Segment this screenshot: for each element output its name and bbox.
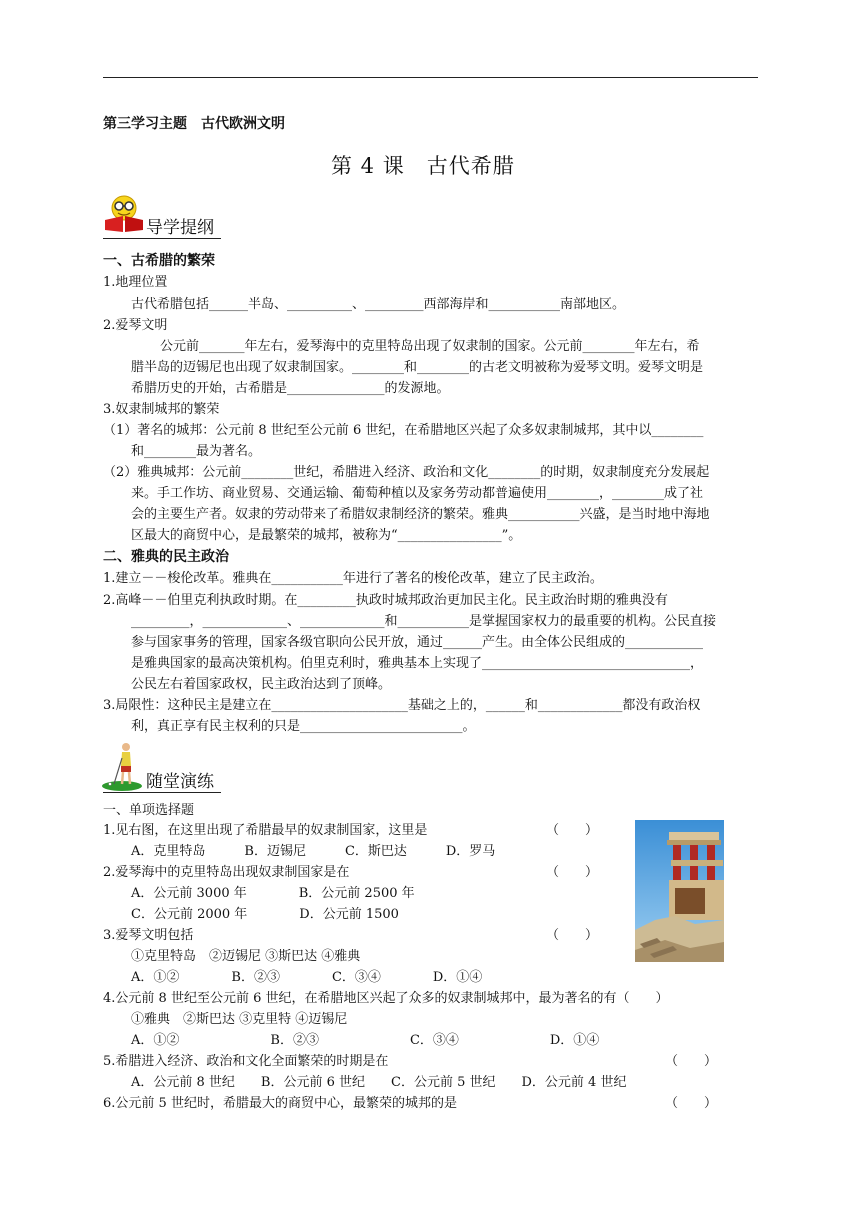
answer-bracket: （ ） — [546, 928, 599, 943]
question-5: 5.希腊进入经济、政治和文化全面繁荣的时期是在 — [103, 1054, 389, 1069]
guide-line: 利，真正享有民主权利的只是_________________________。 — [131, 719, 476, 734]
guide-line: 古代希腊包括______半岛、__________、_________西部海岸和___________南部地区。 — [131, 297, 626, 312]
guide-line: 公民左右着国家政权，民主政治达到了顶峰。 — [131, 677, 392, 692]
items: ①克里特岛 ②迈锡尼 ③斯巴达 ④雅典 — [131, 949, 361, 964]
items: ①雅典 ②斯巴达 ③克里特 ④迈锡尼 — [131, 1012, 348, 1027]
guide-line: 3.局限性：这种民主是建立在_____________________基础之上的，______和_____________都没有政治权 — [103, 698, 701, 713]
guide-line: 希腊历史的开始，古希腊是_______________的发源地。 — [131, 381, 450, 396]
options: A．克里特岛 B．迈锡尼 C．斯巴达 D．罗马 — [131, 844, 496, 859]
options: C．公元前 2000 年 D．公元前 1500 — [131, 907, 399, 922]
guide-line: _________，_____________、_____________和___________是掌握国家权力的最重要的机构。公民直接 — [131, 614, 717, 629]
answer-bracket: （ ） — [665, 1054, 718, 1069]
practice-title-underline — [103, 792, 221, 793]
practice-line: 一、单项选择题 — [103, 803, 195, 818]
question-3: 3.爱琴文明包括 — [103, 928, 194, 943]
question-6: 6.公元前 5 世纪时，希腊最大的商贸中心，最繁荣的城邦的是 — [103, 1096, 457, 1111]
options: A．公元前 3000 年 B．公元前 2500 年 — [131, 886, 415, 901]
answer-bracket: （ ） — [546, 865, 599, 880]
answer-bracket: （ ） — [665, 1096, 718, 1111]
header-rule — [103, 77, 758, 78]
answer-bracket: （ ） — [546, 823, 599, 838]
guide-line: 和________最为著名。 — [131, 444, 262, 459]
knossos-palace-photo — [635, 820, 724, 962]
question-2: 2.爱琴海中的克里特岛出现奴隶制国家是在 — [103, 865, 350, 880]
guide-line: 2.爱琴文明 — [103, 318, 168, 333]
guide-line: 区最大的商贸中心，是最繁荣的城邦，被称为“________________”。 — [131, 528, 522, 543]
guide-line: 参与国家事务的管理，国家各级官职向公民开放，通过______产生。由全体公民组成的____________ — [131, 635, 704, 650]
guide-line: 1.地理位置 — [103, 275, 168, 290]
question-1: 1.见右图，在这里出现了希腊最早的奴隶制国家，这里是 — [103, 823, 428, 838]
section-2-heading: 二、雅典的民主政治 — [103, 549, 229, 565]
guide-title-underline — [103, 238, 221, 239]
guide-line: 3.奴隶制城邦的繁荣 — [103, 402, 220, 417]
theme-heading: 第三学习主题 古代欧洲文明 — [103, 116, 285, 132]
options: A．公元前 8 世纪 B．公元前 6 世纪 C．公元前 5 世纪 D．公元前 4 世纪 — [131, 1075, 627, 1090]
reading-emoji-icon — [102, 194, 146, 234]
guide-line: 2.高峰－－伯里克利执政时期。在_________执政时城邦政治更加民主化。民主政治时期的雅典没有 — [103, 593, 668, 608]
question-4: 4.公元前 8 世纪至公元前 6 世纪，在希腊地区兴起了众多的奴隶制城邦中，最为著名的有（ ） — [103, 991, 669, 1006]
section-1-heading: 一、古希腊的繁荣 — [103, 253, 215, 269]
options: A．①② B．②③ C．③④ D．①④ — [131, 1033, 600, 1048]
guide-line: 来。手工作坊、商业贸易、交通运输、葡萄种植以及家务劳动都普遍使用________，________成了社 — [131, 486, 704, 501]
guide-title: 导学提纲 — [146, 218, 214, 238]
guide-line: 1.建立－－梭伦改革。雅典在___________年进行了著名的梭伦改革，建立了民主政治。 — [103, 571, 603, 586]
golfer-icon — [100, 740, 146, 792]
guide-line: （1）著名的城邦：公元前 8 世纪至公元前 6 世纪，在希腊地区兴起了众多奴隶制城邦，其中以________ — [103, 423, 704, 438]
guide-line: 会的主要生产者。奴隶的劳动带来了希腊奴隶制经济的繁荣。雅典___________兴盛，是当时地中海地 — [131, 507, 710, 522]
guide-line: 腊半岛的迈锡尼也出现了奴隶制国家。________和________的古老文明被称为爱琴文明。爱琴文明是 — [131, 360, 704, 375]
guide-line: 是雅典国家的最高决策机构。伯里克利时，雅典基本上实现了________________________________， — [131, 656, 704, 671]
options: A．①② B．②③ C．③④ D．①④ — [131, 970, 483, 985]
practice-title: 随堂演练 — [146, 772, 214, 792]
lesson-title: 第 4 课 古代希腊 — [331, 154, 515, 178]
guide-line: 公元前_______年左右，爱琴海中的克里特岛出现了奴隶制的国家。公元前________年左右，希 — [160, 339, 700, 354]
guide-line: （2）雅典城邦：公元前________世纪，希腊进入经济、政治和文化________的时期，奴隶制度充分发展起 — [103, 465, 710, 480]
